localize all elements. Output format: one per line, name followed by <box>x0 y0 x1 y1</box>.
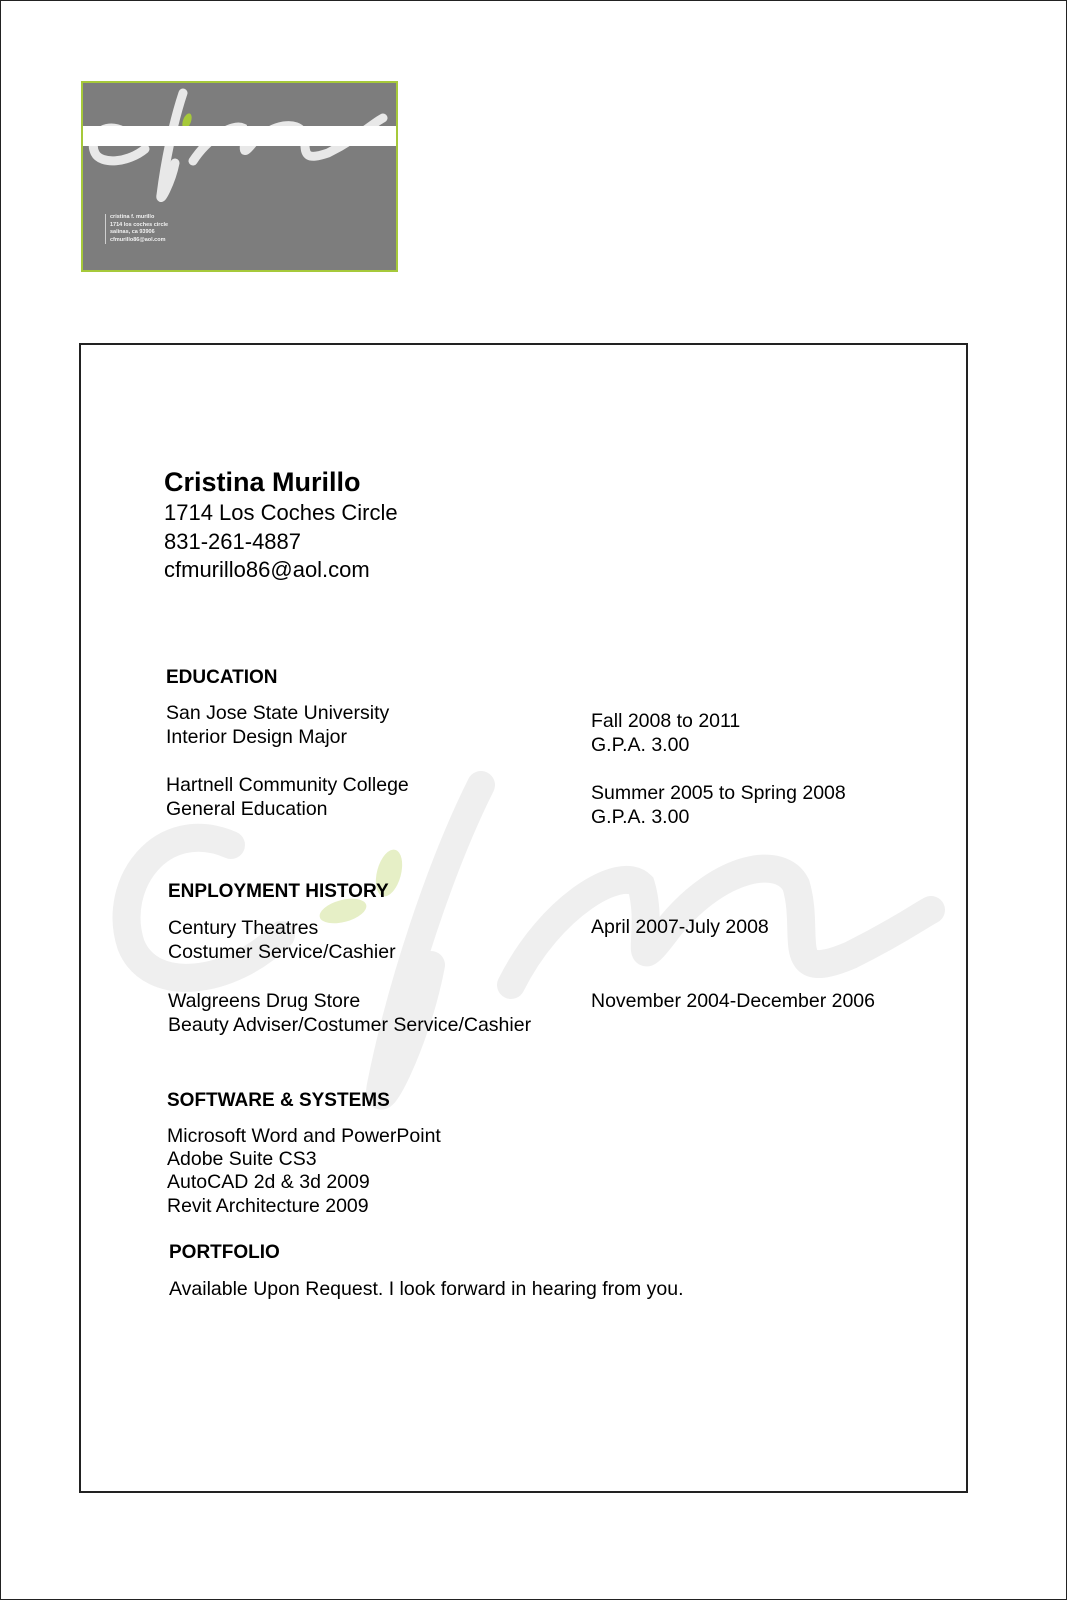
business-card <box>81 81 398 272</box>
software-item-4: Revit Architecture 2009 <box>167 1195 369 1217</box>
education-program-2: General Education <box>166 798 328 820</box>
software-item-2: Adobe Suite CS3 <box>167 1148 317 1170</box>
employment-employer-2: Walgreens Drug Store <box>168 990 361 1012</box>
education-gpa-1: G.P.A. 3.00 <box>591 734 690 756</box>
card-contact-info <box>105 214 168 244</box>
employment-dates-1: April 2007-July 2008 <box>591 916 769 938</box>
education-school-1: San Jose State University <box>166 702 390 724</box>
education-gpa-2: G.P.A. 3.00 <box>591 806 690 828</box>
candidate-name: Cristina Murillo <box>164 467 361 497</box>
resume-frame <box>79 343 968 1493</box>
card-info-city: salinas, ca 93906 <box>110 229 155 235</box>
software-heading: SOFTWARE & SYSTEMS <box>167 1090 390 1111</box>
software-item-1: Microsoft Word and PowerPoint <box>167 1125 441 1147</box>
card-info-name: cristina f. murillo <box>110 214 155 220</box>
card-info-address: 1714 los coches circle <box>110 221 169 228</box>
education-heading: EDUCATION <box>166 667 278 688</box>
employment-dates-2: November 2004-December 2006 <box>591 990 875 1012</box>
phone: 831-261-4887 <box>164 529 302 554</box>
employment-role-1: Costumer Service/Cashier <box>168 941 396 963</box>
software-item-3: AutoCAD 2d & 3d 2009 <box>167 1171 370 1193</box>
education-dates-1: Fall 2008 to 2011 <box>591 710 741 732</box>
education-school-2: Hartnell Community College <box>166 774 409 796</box>
education-program-1: Interior Design Major <box>166 726 347 748</box>
card-info-email: cfmurillo86@aol.com <box>110 236 166 243</box>
employment-heading: ENPLOYMENT HISTORY <box>168 881 389 902</box>
portfolio-heading: PORTFOLIO <box>169 1242 280 1263</box>
portfolio-text: Available Upon Request. I look forward in hearing from you. <box>169 1278 684 1300</box>
employment-employer-1: Century Theatres <box>168 917 319 939</box>
employment-role-2: Beauty Adviser/Costumer Service/Cashier <box>168 1014 532 1036</box>
email: cfmurillo86@aol.com <box>164 557 370 582</box>
education-dates-2: Summer 2005 to Spring 2008 <box>591 782 846 804</box>
address: 1714 Los Coches Circle <box>164 500 398 525</box>
card-stripe <box>83 126 397 146</box>
